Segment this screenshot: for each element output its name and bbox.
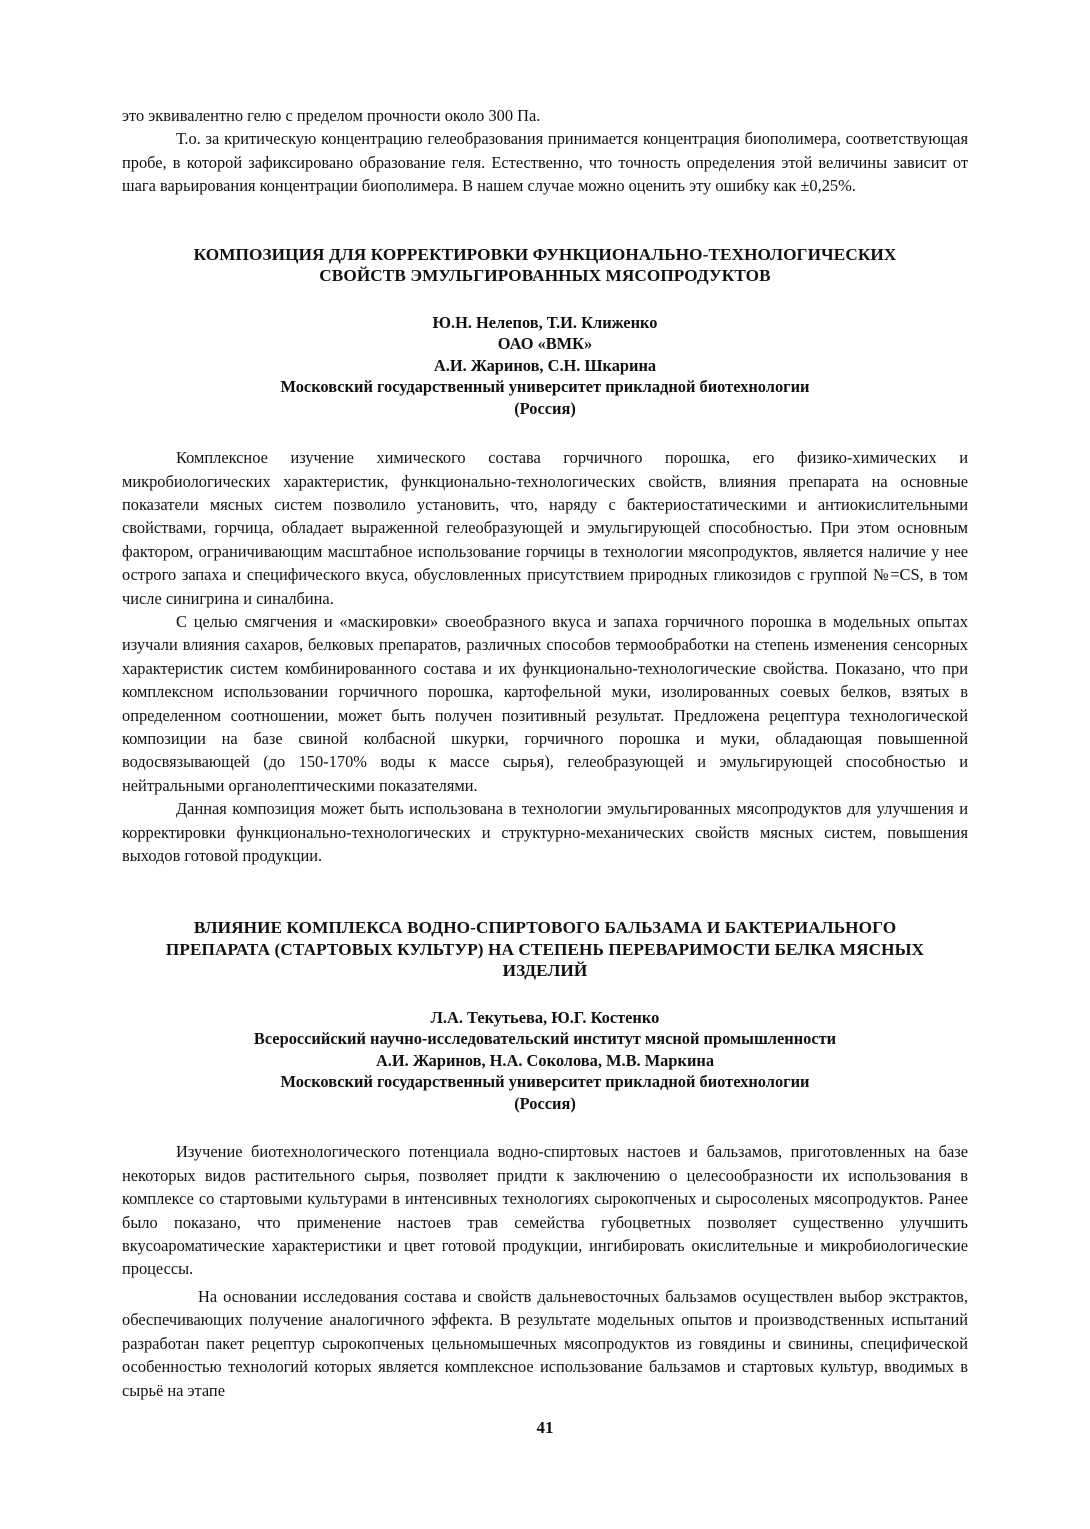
author-line: Ю.Н. Нелепов, Т.И. Клиженко	[432, 312, 658, 332]
author-line: Л.А. Текутьева, Ю.Г. Костенко	[430, 1007, 660, 1027]
author-line: А.И. Жаринов, Н.А. Соколова, М.В. Маркина	[375, 1050, 715, 1070]
section1-title-line: СВОЙСТВ ЭМУЛЬГИРОВАННЫХ МЯСОПРОДУКТОВ	[319, 266, 771, 286]
section2-authors	[122, 1007, 968, 1115]
country-line: (Россия)	[514, 1093, 576, 1113]
section2-title-line: ПРЕПАРАТА (СТАРТОВЫХ КУЛЬТУР) НА СТЕПЕНЬ ПЕРЕВАРИМОСТИ БЕЛКА МЯСНЫХ	[165, 939, 925, 959]
section2-title	[122, 917, 968, 982]
section2-paragraph: Изучение биотехнологического потенциала водно-спиртовых настоев и бальзамов, приготовленных на базе некоторых видов растительного сырья, позволяет придти к заключению о целесообразности их использования в комплексе со стартовыми культурами в интенсивных технологиях сырокопченых и сыросоленых мясопродуктов. Ранее было показано, что применение настоев трав семейства губоцветных позволяет существенно улучшить вкусоароматические характеристики и цвет готовой продукции, ингибировать окислительные и микробиологические процессы.	[122, 1142, 968, 1279]
section1-paragraph: Данная композиция может быть использована в технологии эмульгированных мясопродуктов для улучшения и корректировки функционально-технологических и структурно-механических свойств мясных систем, повышения выходов готовой продукции.	[122, 799, 968, 866]
section1-authors	[122, 312, 968, 420]
affiliation-line: Всероссийский научно-исследовательский институт мясной промышленности	[253, 1029, 837, 1049]
section1-paragraph: Комплексное изучение химического состава горчичного порошка, его физико-химических и микробиологических характеристик, функционально-технологических свойств, влияния препарата на основные показатели мясных систем позволило установить, что, наряду с бактериостатическими и антиокислительными свойствами, горчица, обладает выраженной гелеобразующей и эмульгирующей способностью. При этом основным фактором, ограничивающим масштабное использование горчицы в технологии мясопродуктов, является наличие у нее острого запаха и специфического вкуса, обусловленных присутствием природных гликозидов с группой №=CS, в том числе синигрина и синалбина.	[122, 448, 968, 608]
page-content	[122, 104, 968, 1402]
page-number: 41	[536, 1418, 554, 1437]
section2-paragraph: На основании исследования состава и свойств дальневосточных бальзамов осуществлен выбор экстрактов, обеспечивающих получение аналогичного эффекта. В результате модельных опытов и производственных испытаний разработан пакет рецептур сырокопченых цельномышечных мясопродуктов из говядины и свинины, специфической особенностью технологий которых является комплексное использование бальзамов и стартовых культур, вводимых в сырьё на этапе	[122, 1286, 968, 1400]
affiliation-line: ОАО «ВМК»	[497, 334, 593, 354]
section1-title	[122, 244, 968, 287]
affiliation-line: Московский государственный университет прикладной биотехнологии	[280, 377, 810, 397]
country-line: (Россия)	[514, 398, 576, 418]
author-line: А.И. Жаринов, С.Н. Шкарина	[433, 355, 657, 375]
section1-title-line: КОМПОЗИЦИЯ ДЛЯ КОРРЕКТИРОВКИ ФУНКЦИОНАЛЬНО-ТЕХНОЛОГИЧЕСКИХ	[193, 244, 897, 264]
section2-title-line: ИЗДЕЛИЙ	[502, 961, 588, 981]
section2-title-line: ВЛИЯНИЕ КОМПЛЕКСА ВОДНО-СПИРТОВОГО БАЛЬЗАМА И БАКТЕРИАЛЬНОГО	[193, 918, 897, 938]
affiliation-line: Московский государственный университет прикладной биотехнологии	[280, 1072, 810, 1092]
section1-paragraph: С целью смягчения и «маскировки» своеобразного вкуса и запаха горчичного порошка в модельных опытах изучали влияния сахаров, белковых препаратов, различных способов термообработки на степень изменения сенсорных характеристик систем комбинированного состава и их функционально-технологические свойства. Показано, что при комплексном использовании горчичного порошка, картофельной муки, изолированных соевых белков, взятых в определенном соотношении, может быть получен позитивный результат. Предложена рецептура технологической композиции на базе свиной колбасной шкурки, горчичного порошка и муки, обладающая повышенной водосвязывающей (до 150-170% воды к массе сырья), гелеобразующей и эмульгирующей способностью и нейтральными органолептическими показателями.	[122, 611, 968, 795]
intro-paragraph: Т.о. за критическую концентрацию гелеобразования принимается концентрация биополимера, соответствующая пробе, в которой зафиксировано образование геля. Естественно, что точность определения этой величины зависит от шага варьирования концентрации биополимера. В нашем случае можно оценить эту ошибку как ±0,25%.	[122, 129, 968, 196]
intro-continuation-line: это эквивалентно гелю с пределом прочности около 300 Па.	[122, 106, 541, 125]
